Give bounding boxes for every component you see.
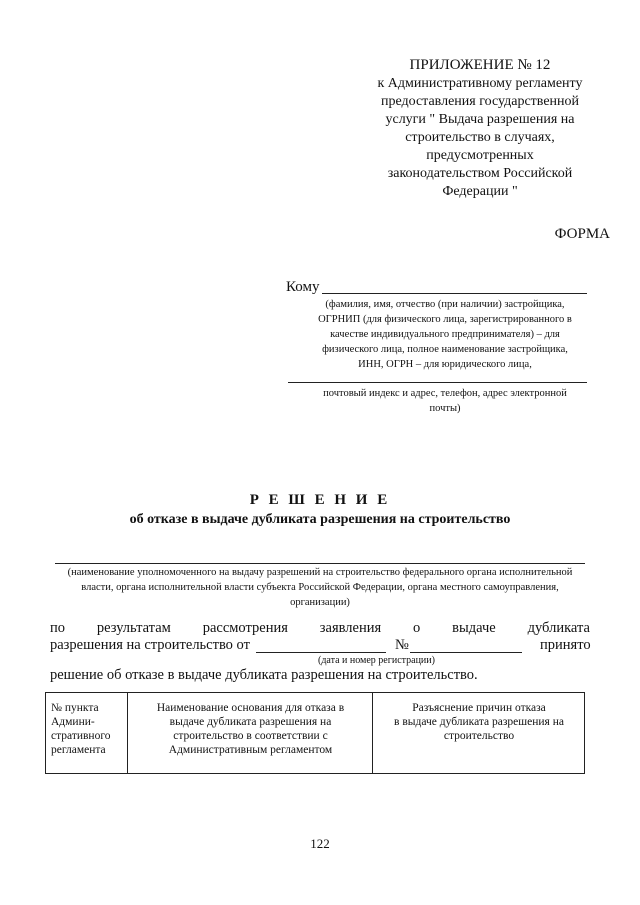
decision-title: Р Е Ш Е Н И Е [249,492,391,508]
authority-line[interactable] [55,563,585,564]
cell-line: строительство в соответствии с [173,730,328,742]
cell-line: стративного [51,730,111,742]
date-field[interactable] [256,652,386,653]
annex-line: предусмотренных [426,148,534,163]
annex-line: строительство в случаях, [405,130,555,145]
body-word: рассмотрения [202,620,288,636]
annex-line: к Административному регламенту [377,76,583,91]
hint-line: ИНН, ОГРН – для юридического лица, [358,359,532,370]
cell-line: в выдаче дубликата разрешения на [394,716,564,728]
recipient-line[interactable] [322,293,587,294]
body-row-3: решение об отказе в выдаче дубликата разрешения на строительство. [50,667,478,683]
body-word: заявления [319,620,382,636]
number-field[interactable] [410,652,522,653]
annex-line: предоставления государственной [380,94,580,109]
annex-title: ПРИЛОЖЕНИЕ № 12 [409,57,551,73]
body-word: о [413,620,421,636]
body-word: выдаче [452,620,496,636]
annex-header [345,56,615,201]
body-text: принято [540,637,591,653]
hint-line: организации) [290,597,350,608]
annex-line: Федерации " [442,184,518,199]
annex-line: законодательством Российской [387,166,573,181]
body-row-1 [50,620,590,637]
hint-line: власти, органа исполнительной власти субъекта Российской Федерации, органа местного самоуправления, [81,582,559,593]
date-hint: (дата и номер регистрации) [318,655,435,666]
body-text: разрешения на строительство от [50,637,250,653]
address-hint [300,386,590,416]
hint-line: физического лица, полное наименование застройщика, [322,344,568,355]
hint-line: качестве индивидуального предпринимателя) – для [330,329,560,340]
hint-line: почтовый индекс и адрес, телефон, адрес электронной [323,388,567,399]
cell-line: выдаче дубликата разрешения на [169,716,332,728]
hint-line: (фамилия, имя, отчество (при наличии) застройщика, [325,299,565,310]
body-word: дубликата [527,620,590,636]
table-row [46,693,585,774]
decision-subtitle: об отказе в выдаче дубликата разрешения на строительство [129,512,511,527]
cell-line: Административным регламентом [168,744,333,756]
cell-line: регламента [51,744,106,756]
body-word: по [50,620,66,636]
authority-hint [55,565,585,610]
body-word: результатам [96,620,171,636]
recipient-hint [300,297,590,372]
table-header-cell [373,693,585,774]
address-line[interactable] [288,382,587,383]
cell-line: Разъяснение причин отказа [412,702,546,714]
cell-line: Наименование основания для отказа в [156,702,345,714]
hint-line: ОГРНИП (для физического лица, зарегистрированного в [318,314,572,325]
hint-line: (наименование уполномоченного на выдачу разрешений на строительство федерального органа исполнительной [67,567,573,578]
recipient-label: Кому [286,279,320,295]
refusal-table [45,692,585,774]
annex-line: услуги " Выдача разрешения на [385,112,575,127]
cell-line: № пункта [51,702,99,714]
table-header-cell [46,693,128,774]
table-header-cell [128,693,373,774]
hint-line: почты) [429,403,461,414]
number-sign: № [395,637,409,653]
cell-line: строительство [443,730,515,742]
page-number: 122 [310,836,330,851]
cell-line: Админи- [51,716,95,728]
form-label: ФОРМА [554,226,610,242]
